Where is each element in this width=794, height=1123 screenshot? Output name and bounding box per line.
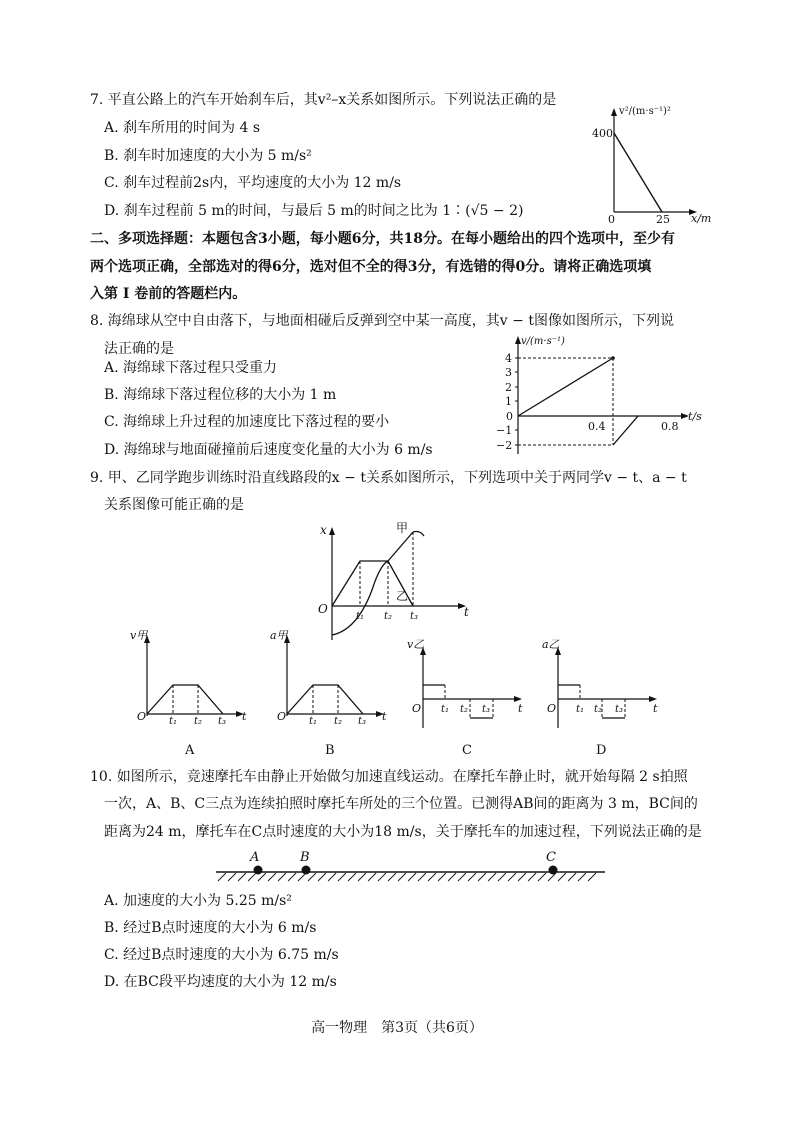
q7-option-d: D. 刹车过程前 5 m的时间，与最后 5 m的时间之比为 1∶(√5 − 2) [104,203,524,219]
q9-main-t3: t₃ [410,611,419,622]
q10-stem-line1: 10. 如图所示，竞速摩托车由静止开始做匀加速直线运动。在摩托车静止时，就开始每隔 2 s拍照 [90,769,688,785]
q9-stem-line2: 关系图像可能正确的是 [104,497,244,513]
q7-ylabel: v²/(m·s⁻¹)² [619,106,671,117]
q9d-t2: t₂ [594,704,603,715]
q9-option-a-graph [125,628,260,760]
q10-point-c [549,866,558,875]
q8-fall-line [518,358,613,416]
q10-hatching [218,873,596,881]
q7-origin: 0 [608,213,615,225]
q10-option-a: A. 加速度的大小为 5.25 m/s² [104,893,292,909]
section2-line1: 二、多项选择题：本题包含3小题，每小题6分，共18分。在每小题给出的四个选项中，至少有 [90,231,675,247]
q10-option-c: C. 经过B点时速度的大小为 6.75 m/s [104,947,339,963]
q9d-ylabel: a乙 [542,638,560,651]
q9-option-b-label: B [325,743,335,758]
q9c-t1: t₁ [441,704,450,715]
q9-option-c-graph [405,628,540,760]
q7-option-c: C. 刹车过程前2s内，平均速度的大小为 12 m/s [104,175,402,191]
q9-option-b-graph [265,628,400,760]
q7-xtick-25: 25 [656,213,670,225]
q8-xtick: 0.8 [661,420,679,433]
q9d-xlabel: t [653,702,658,715]
q9c-t3: t₃ [482,704,491,715]
q8-option-c: C. 海绵球上升过程的加速度比下落过程的要小 [104,414,390,430]
q9b-t3: t₃ [358,716,367,727]
q10-label-c: C [546,850,556,865]
q8-ytick: 1 [505,395,512,408]
q8-rise-line [613,416,638,445]
q9a-t2: t₂ [194,716,203,727]
section2-line3: 入第 Ⅰ 卷前的答题栏内。 [90,286,247,302]
q8-ytick: −1 [496,424,513,437]
q8-v-t-graph [485,330,715,460]
q9b-t1: t₁ [309,716,318,727]
q7-xlabel: x/m [691,212,712,225]
q10-label-b: B [300,850,310,865]
q9d-origin: O [547,702,557,715]
q9-option-d-label: D [596,743,607,758]
q8-ylabel: v/(m·s⁻¹) [521,336,565,347]
q8-stem-line2: 法正确的是 [104,341,174,357]
q8-ytick: −2 [496,439,513,452]
q9c-ylabel: v乙 [407,638,425,651]
q9d-t1: t₁ [576,704,585,715]
q7-option-b: B. 刹车时加速度的大小为 5 m/s² [104,148,312,164]
q9-option-d-graph [540,628,675,760]
q10-option-d: D. 在BC段平均速度的大小为 12 m/s [104,974,337,990]
q9b-t2: t₂ [334,716,343,727]
q9-main-t1: t₁ [356,611,365,622]
q7-ytick-400: 400 [592,127,613,140]
q9b-ylabel: a甲 [270,629,288,642]
q9a-ylabel: v甲 [130,629,148,642]
q8-option-a: A. 海绵球下落过程只受重力 [104,360,278,376]
q9d-t3: t₃ [615,704,624,715]
q10-label-a: A [250,850,260,865]
q9-main-t2: t₂ [384,611,393,622]
q9b-xlabel: t [382,710,387,723]
q8-ytick: 4 [505,352,512,365]
q7-line [614,133,662,212]
q9-option-a-label: A [185,743,195,758]
q7-option-a: A. 刹车所用的时间为 4 s [104,120,261,136]
q9a-origin: O [137,710,147,723]
q9b-origin: O [277,710,287,723]
q8-option-b: B. 海绵球下落过程位移的大小为 1 m [104,387,337,403]
section2-line2: 两个选项正确，全部选对的得6分，选对但不全的得3分，有选错的得0分。请将正确选项填 [90,259,652,275]
q9-main-ylabel: x [320,523,327,537]
q9-option-c-label: C [462,743,472,758]
page-footer: 高一物理 第3页（共6页） [311,1020,483,1036]
q9a-xlabel: t [242,710,247,723]
q9-main-yi-label: 乙 [396,589,409,603]
q9-main-jia-label: 甲 [396,521,409,535]
q7-v2-x-graph [585,100,720,225]
q8-xlabel: t/s [688,410,702,423]
q9c-t2: t₂ [460,704,469,715]
q9-main-xlabel: t [464,605,469,619]
q9a-line [147,685,223,714]
q8-stem-line1: 8. 海绵球从空中自由落下，与地面相碰后反弹到空中某一高度，其v − t图像如图所示，下列说 [90,313,674,329]
q9a-t3: t₃ [218,716,227,727]
q8-ytick: 2 [505,381,512,394]
q10-point-b [302,866,311,875]
q10-point-a [254,866,263,875]
q9c-origin: O [412,702,422,715]
q10-stem-line2: 一次，A、B、C三点为连续拍照时摩托车所处的三个位置。已测得AB间的距离为 3 m，BC间的 [104,796,698,812]
q10-stem-line3: 距离为24 m，摩托车在C点时速度的大小为18 m/s，关于摩托车的加速过程，下列说法正确的是 [104,824,702,840]
q9b-line [287,685,363,714]
q7-stem: 7. 平直公路上的汽车开始刹车后，其v²–x关系如图所示。下列说法正确的是 [90,92,557,108]
q9-x-t-graph [312,520,482,645]
q9c-xlabel: t [518,702,523,715]
q10-track-figure [210,845,610,887]
q8-ytick: 3 [505,366,512,379]
q8-origin: 0 [506,410,513,423]
q8-option-d: D. 海绵球与地面碰撞前后速度变化量的大小为 6 m/s [104,442,433,458]
q8-xtick: 0.4 [588,420,606,433]
q9-main-origin: O [318,602,328,616]
q9-stem-line1: 9. 甲、乙同学跑步训练时沿直线路段的x − t关系如图所示，下列选项中关于两同学v − t、a − t [90,470,687,486]
q9a-t1: t₁ [169,716,178,727]
q10-option-b: B. 经过B点时速度的大小为 6 m/s [104,920,317,936]
